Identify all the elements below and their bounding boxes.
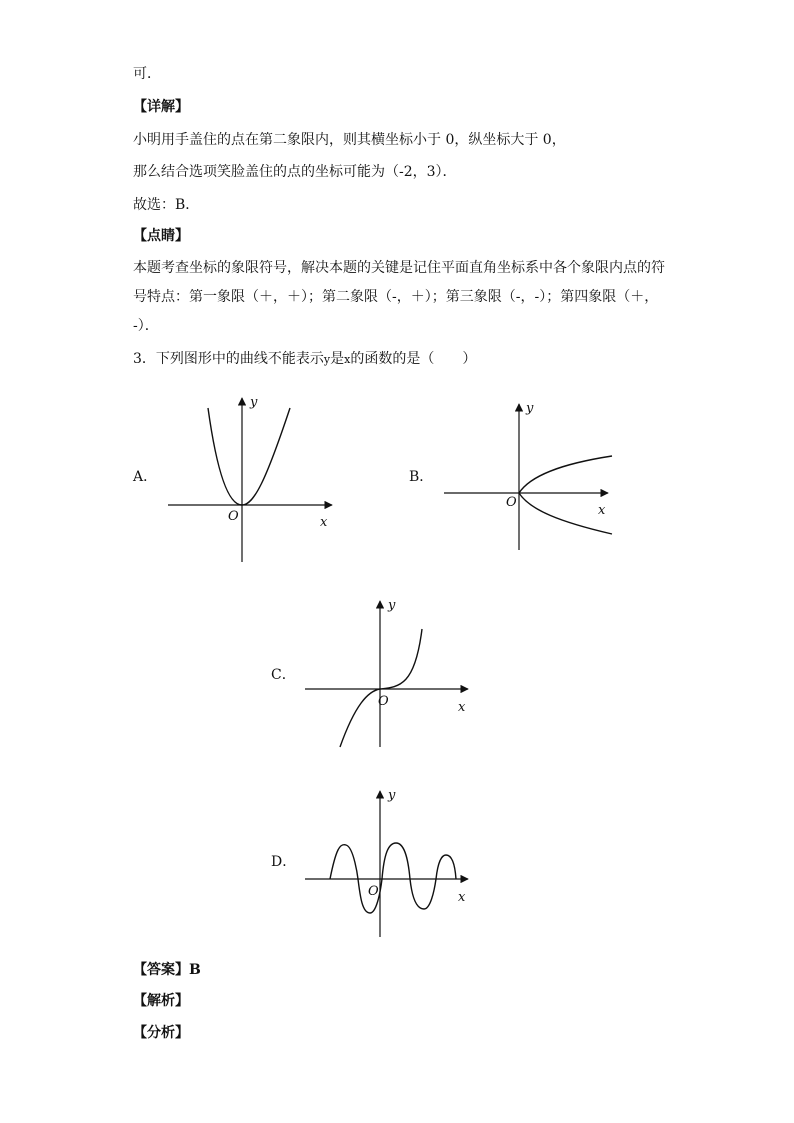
option-c-label: C．: [271, 667, 296, 683]
question-mid: 是: [330, 351, 345, 367]
graph-c-origin-label: O: [378, 694, 389, 709]
graph-d: [300, 785, 480, 945]
graph-c: [300, 595, 480, 755]
option-d-label: D．: [271, 854, 297, 870]
text-line-2: 小明用手盖住的点在第二象限内，则其横坐标小于 0，纵坐标大于 0，: [133, 132, 566, 148]
question-3: [133, 349, 476, 370]
heading-comment: 【点睛】: [133, 228, 189, 244]
option-a-label: A．: [133, 469, 158, 485]
graph-c-y-label: y: [388, 598, 396, 613]
text-line-1: 可．: [133, 66, 161, 82]
graph-c-x-label: x: [458, 700, 466, 715]
question-suffix: 的函数的是（ ）: [350, 351, 477, 367]
graph-d-x-label: x: [458, 890, 466, 905]
answer-label: 【答案】B: [133, 962, 201, 978]
text-line-6: 号特点：第一象限（＋，＋）；第二象限（-，＋）；第三象限（-，-）；第四象限（＋，: [133, 289, 659, 305]
graph-a-origin-label: O: [228, 509, 239, 524]
graph-d-curve: [330, 843, 456, 913]
answer-line: [133, 960, 201, 980]
graph-b-x-label: x: [598, 503, 606, 518]
graph-b-y-label: y: [526, 401, 534, 416]
heading-fenxi: 【分析】: [133, 1025, 189, 1041]
text-line-7: -）．: [133, 318, 159, 334]
text-line-5: 本题考查坐标的象限符号，解决本题的关键是记住平面直角坐标系中各个象限内点的符: [133, 260, 665, 276]
heading-analysis: 【解析】: [133, 993, 189, 1009]
graph-d-origin-label: O: [368, 884, 379, 899]
graph-d-y-label: y: [388, 788, 396, 803]
graph-c-curve: [340, 629, 422, 747]
question-var-y: y: [323, 353, 331, 366]
graph-b-curve: [519, 456, 612, 534]
heading-detail: 【详解】: [133, 99, 189, 115]
text-line-3: 那么结合选项笑脸盖住的点的坐标可能为（-2，3）．: [133, 164, 457, 180]
graph-b: [440, 398, 620, 558]
question-var-x: x: [344, 353, 351, 366]
graph-a-x-label: x: [320, 515, 328, 530]
graph-a-curve: [208, 408, 290, 505]
graph-a-y-label: y: [250, 395, 258, 410]
question-prefix: 3．下列图形中的曲线不能表示: [133, 351, 324, 367]
graph-b-origin-label: O: [506, 495, 517, 510]
option-b-label: B．: [409, 469, 434, 485]
graph-a: [160, 390, 340, 570]
text-line-4: 故选：B．: [133, 197, 200, 213]
